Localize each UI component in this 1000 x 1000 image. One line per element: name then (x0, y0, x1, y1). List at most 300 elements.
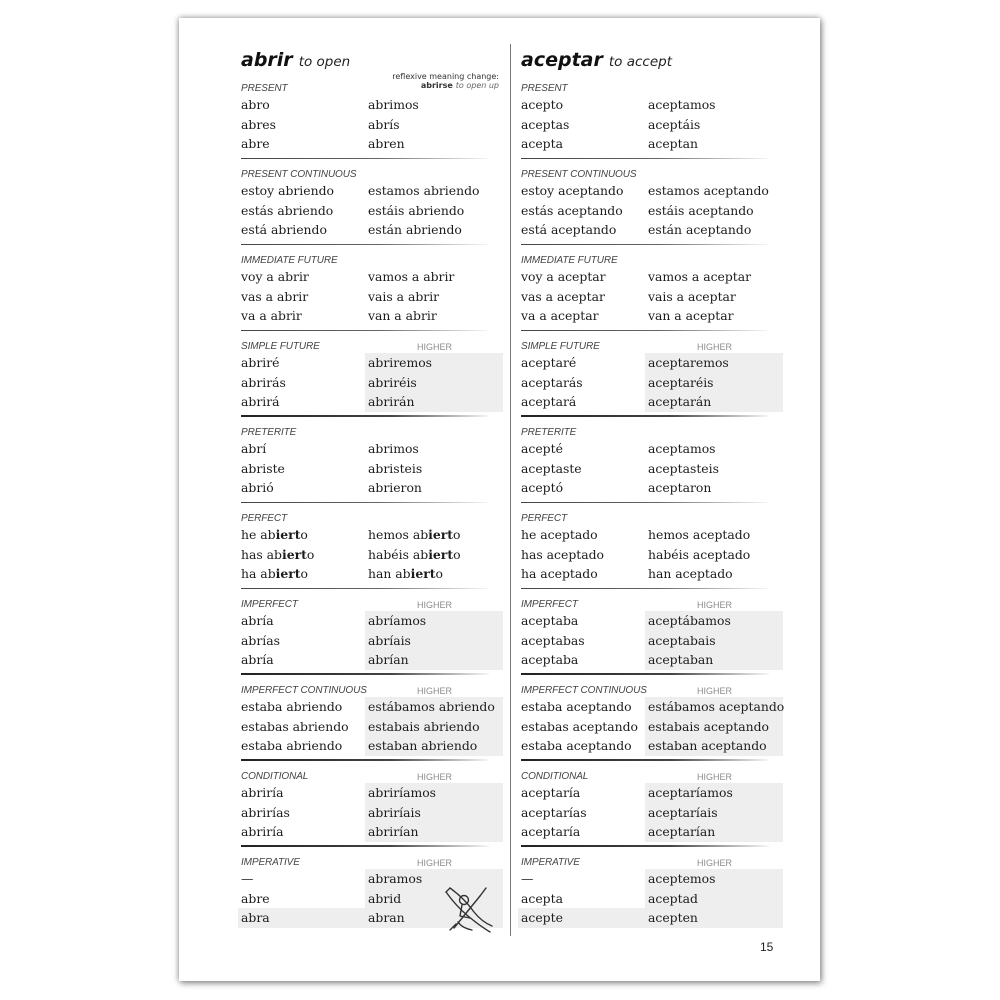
plural-form: aceptamos (648, 441, 716, 456)
singular-form: abriría (241, 824, 284, 839)
plural-form: abriréis (368, 374, 417, 390)
singular-form: aceptaste (521, 460, 582, 476)
conjugation-rows (521, 267, 783, 326)
table-row (521, 267, 783, 287)
singular-form: abres (241, 116, 276, 132)
singular-form: abrirás (241, 374, 286, 390)
singular-form: acepto (521, 97, 564, 112)
form-stem: han ab (368, 566, 411, 581)
table-row (521, 459, 783, 479)
form-stem: has ab (241, 546, 282, 562)
singular-form: estás abriendo (241, 202, 334, 218)
tense-section-imperative (521, 853, 783, 939)
singular-form: aceptarías (521, 804, 587, 820)
table-row (521, 392, 783, 412)
conjugation-rows (521, 95, 783, 154)
section-header (241, 337, 503, 353)
plural-form: abramos (368, 871, 423, 886)
singular-form: abría (241, 652, 274, 667)
form-stem: habéis ab (368, 546, 429, 562)
table-row (521, 95, 783, 115)
table-row (241, 717, 503, 737)
section-divider (241, 588, 489, 589)
section-header (521, 251, 783, 267)
singular-form: abro (241, 97, 270, 112)
section-header (521, 337, 783, 353)
plural-form: abren (368, 136, 405, 151)
section-title: PRETERITE (241, 427, 297, 438)
plural-form: van a abrir (368, 308, 437, 323)
irregular-part: iert (428, 527, 453, 542)
plural-form: aceptabais (648, 632, 716, 648)
plural-form: abrimos (368, 441, 419, 456)
higher-label: HIGHER (697, 686, 733, 696)
singular-form: va a abrir (241, 308, 302, 323)
singular-form: abriste (241, 460, 285, 476)
plural-form: aceptaremos (648, 355, 729, 370)
conjugation-rows (521, 353, 783, 412)
section-header (521, 767, 783, 783)
singular-form: abre (241, 890, 270, 906)
section-title: CONDITIONAL (241, 771, 309, 782)
conjugation-rows (241, 267, 503, 326)
section-divider (241, 158, 489, 159)
singular-form: abriría (241, 785, 284, 800)
section-divider (241, 330, 489, 331)
plural-form: van a aceptar (648, 308, 734, 323)
plural-form: aceptan (648, 136, 698, 151)
section-title: IMPERFECT CONTINUOUS (241, 685, 367, 696)
table-row (241, 287, 503, 307)
plural-form: abrirían (368, 824, 419, 839)
singular-form: abra (241, 910, 270, 925)
plural-form (368, 545, 461, 565)
plural-form: vamos a abrir (368, 269, 455, 284)
tense-section-imperfect (521, 595, 783, 681)
section-title: IMMEDIATE FUTURE (241, 255, 338, 266)
section-divider (241, 244, 489, 245)
table-row (241, 564, 503, 584)
table-row (521, 908, 783, 928)
singular-form: abrirá (241, 394, 280, 409)
plural-form: aceptaríamos (648, 785, 733, 800)
tense-section-conditional (241, 767, 503, 853)
section-header (241, 595, 503, 611)
singular-form: aceptaba (521, 613, 579, 628)
tense-sections (241, 79, 503, 939)
tense-section-imperfect (241, 595, 503, 681)
singular-form (241, 525, 308, 545)
section-divider (521, 673, 769, 675)
tense-section-perfect (241, 509, 503, 595)
column-divider (510, 44, 511, 936)
singular-form: estabas abriendo (241, 718, 349, 734)
table-row (521, 631, 783, 651)
tense-section-present-continuous (521, 165, 783, 251)
verb-infinitive: abrir (241, 49, 293, 71)
plural-form: aceptaríais (648, 804, 718, 820)
singular-form: aceptabas (521, 632, 585, 648)
section-header (521, 509, 783, 525)
higher-label: HIGHER (417, 686, 453, 696)
singular-form: va a aceptar (521, 308, 599, 323)
singular-form: está aceptando (521, 222, 617, 237)
tense-section-immediate-future (241, 251, 503, 337)
plural-form: abrirán (368, 394, 415, 409)
table-row (241, 181, 503, 201)
section-divider (521, 845, 769, 847)
plural-form: abran (368, 910, 405, 925)
form-stem: hemos ab (368, 527, 429, 542)
section-divider (521, 330, 769, 331)
section-divider (521, 759, 769, 761)
plural-form: vais a aceptar (648, 288, 736, 304)
section-title: IMPERFECT (241, 599, 298, 610)
higher-label: HIGHER (417, 342, 453, 352)
plural-form: abrían (368, 652, 409, 667)
table-row (521, 525, 783, 545)
form-ending: o (453, 546, 461, 562)
irregular-part: iert (275, 527, 301, 542)
higher-label: HIGHER (417, 858, 453, 868)
plural-form: están aceptando (648, 222, 752, 237)
section-header (241, 251, 503, 267)
singular-form: aceptaría (521, 824, 581, 839)
table-row (521, 736, 783, 756)
verb-column-abrir (241, 45, 503, 939)
section-divider (241, 673, 489, 675)
higher-label: HIGHER (697, 600, 733, 610)
conjugation-rows (241, 353, 503, 412)
plural-form: estáis aceptando (648, 202, 754, 218)
conjugation-rows (521, 181, 783, 240)
reflexive-label: reflexive meaning change: (392, 72, 499, 81)
table-row (521, 181, 783, 201)
singular-form: estaba abriendo (241, 738, 343, 753)
plural-form: estaban abriendo (368, 738, 478, 753)
plural-form: estáis abriendo (368, 202, 465, 218)
singular-form: has aceptado (521, 546, 605, 562)
table-row (241, 267, 503, 287)
plural-form: están abriendo (368, 222, 462, 237)
tense-section-perfect (521, 509, 783, 595)
section-title: PRETERITE (521, 427, 577, 438)
plural-form: han aceptado (648, 566, 733, 581)
section-header (241, 79, 503, 95)
table-row (521, 650, 783, 670)
table-row (241, 220, 503, 240)
table-row (241, 115, 503, 135)
singular-form: aceptaba (521, 652, 579, 667)
table-row (521, 717, 783, 737)
section-divider (521, 244, 769, 245)
table-row (241, 478, 503, 498)
singular-form: estoy aceptando (521, 183, 624, 198)
table-row (521, 439, 783, 459)
plural-form: estamos abriendo (368, 183, 480, 198)
section-divider (521, 415, 769, 417)
section-title: PRESENT CONTINUOUS (521, 169, 637, 180)
form-ending: o (306, 546, 315, 562)
table-row (521, 611, 783, 631)
form-stem: ha ab (241, 566, 276, 581)
singular-form: está abriendo (241, 222, 327, 237)
singular-form (241, 564, 308, 584)
verb-gloss: to open (298, 54, 351, 70)
section-title: IMPERATIVE (241, 857, 300, 868)
plural-form: estabais aceptando (648, 718, 769, 734)
irregular-part: iert (281, 546, 307, 562)
table-row (521, 803, 783, 823)
section-title: SIMPLE FUTURE (521, 341, 600, 352)
section-header (521, 595, 783, 611)
form-stem: he ab (241, 527, 276, 542)
plural-form: abriríais (368, 804, 421, 820)
irregular-part: iert (410, 566, 436, 581)
plural-form: abrís (368, 116, 400, 132)
singular-form: vas a abrir (241, 288, 309, 304)
plural-form: abrimos (368, 97, 419, 112)
section-title: PRESENT (241, 83, 288, 94)
singular-form: abrió (241, 480, 274, 495)
singular-form: — (241, 871, 254, 886)
table-row (241, 373, 503, 393)
conjugation-rows (521, 697, 783, 756)
section-header (521, 853, 783, 869)
table-row (241, 95, 503, 115)
table-row (241, 392, 503, 412)
conjugation-rows (521, 611, 783, 670)
plural-form: estaban aceptando (648, 738, 767, 753)
table-row (521, 545, 783, 565)
conjugation-rows (241, 525, 503, 584)
table-row (241, 439, 503, 459)
tense-section-present (241, 79, 503, 165)
section-header (521, 165, 783, 181)
singular-form: acepte (521, 910, 563, 925)
table-row (241, 525, 503, 545)
plural-form: abríais (368, 632, 411, 648)
page-number: 15 (760, 940, 774, 954)
section-title: IMPERATIVE (521, 857, 580, 868)
table-row (241, 134, 503, 154)
section-title: IMPERFECT CONTINUOUS (521, 685, 647, 696)
section-header (241, 681, 503, 697)
plural-form: aceptamos (648, 97, 716, 112)
conjugation-rows (521, 439, 783, 498)
plural-form: habéis aceptado (648, 546, 751, 562)
section-header (241, 853, 503, 869)
tense-section-preterite (241, 423, 503, 509)
table-row (241, 783, 503, 803)
singular-form: abría (241, 613, 274, 628)
singular-form (241, 545, 314, 565)
singular-form: aceptas (521, 116, 570, 132)
table-row (241, 545, 503, 565)
section-title: CONDITIONAL (521, 771, 589, 782)
singular-form: aceptarás (521, 374, 583, 390)
section-title: SIMPLE FUTURE (241, 341, 320, 352)
section-divider (521, 502, 769, 503)
table-row (241, 353, 503, 373)
table-row (521, 564, 783, 584)
table-row (521, 697, 783, 717)
table-row (521, 353, 783, 373)
conjugation-rows (241, 783, 503, 842)
plural-form: aceptad (648, 890, 698, 906)
table-row (521, 306, 783, 326)
singular-form: estabas aceptando (521, 718, 639, 734)
conjugation-rows (241, 95, 503, 154)
plural-form: vais a abrir (368, 288, 440, 304)
tense-section-present (521, 79, 783, 165)
table-row (521, 783, 783, 803)
tense-section-imperfect-continuous (241, 681, 503, 767)
singular-form: estoy abriendo (241, 183, 334, 198)
higher-label: HIGHER (697, 858, 733, 868)
section-divider (521, 158, 769, 159)
tense-section-imperfect-continuous (521, 681, 783, 767)
plural-form: abrieron (368, 480, 422, 495)
higher-label: HIGHER (417, 600, 453, 610)
tense-section-preterite (521, 423, 783, 509)
section-header (521, 423, 783, 439)
plural-form: vamos a aceptar (648, 269, 752, 284)
section-title: PRESENT (521, 83, 568, 94)
irregular-part: iert (275, 566, 301, 581)
section-header (241, 165, 503, 181)
section-divider (521, 588, 769, 589)
singular-form: estás aceptando (521, 202, 623, 218)
conjugation-rows (521, 783, 783, 842)
section-header (521, 681, 783, 697)
section-title: PERFECT (241, 513, 287, 524)
irregular-part: iert (428, 546, 454, 562)
table-row (521, 134, 783, 154)
plural-form: abríamos (368, 613, 427, 628)
singular-form: voy a aceptar (521, 269, 606, 284)
conjugation-rows (241, 611, 503, 670)
tense-section-simple-future (521, 337, 783, 423)
table-row (521, 373, 783, 393)
table-row (241, 306, 503, 326)
verb-gloss: to accept (608, 54, 672, 70)
section-title: PRESENT CONTINUOUS (241, 169, 357, 180)
table-row (521, 287, 783, 307)
verb-header (521, 45, 783, 79)
tense-section-simple-future (241, 337, 503, 423)
singular-form: abre (241, 136, 270, 151)
section-divider (241, 415, 489, 417)
plural-form: acepten (648, 910, 698, 925)
singular-form: acepta (521, 890, 563, 906)
table-row (241, 650, 503, 670)
plural-form: aceptasteis (648, 460, 719, 476)
singular-form: aceptará (521, 394, 577, 409)
plural-form: estábamos abriendo (368, 699, 495, 714)
plural-form: abriríamos (368, 785, 437, 800)
reflexive-gloss: to open up (455, 81, 499, 90)
plural-form: aceptarán (648, 394, 712, 409)
singular-form: estaba abriendo (241, 699, 343, 714)
conjugation-rows (241, 181, 503, 240)
tense-section-present-continuous (241, 165, 503, 251)
singular-form: estaba aceptando (521, 738, 632, 753)
singular-form: ha aceptado (521, 566, 598, 581)
form-ending: o (300, 566, 308, 581)
table-row (241, 201, 503, 221)
singular-form: abrirías (241, 804, 290, 820)
table-row (241, 822, 503, 842)
table-row (521, 115, 783, 135)
table-row (521, 478, 783, 498)
tense-section-immediate-future (521, 251, 783, 337)
plural-form: aceptábamos (648, 613, 731, 628)
plural-form: estabais abriendo (368, 718, 480, 734)
singular-form: abrías (241, 632, 280, 648)
singular-form: abriré (241, 355, 280, 370)
section-header (521, 79, 783, 95)
singular-form: he aceptado (521, 527, 598, 542)
plural-form: aceptaban (648, 652, 714, 667)
higher-label: HIGHER (697, 772, 733, 782)
plural-form: abrid (368, 890, 402, 906)
reflexive-verb: abrirse (420, 81, 453, 90)
table-row (241, 697, 503, 717)
plural-form: aceptaréis (648, 374, 714, 390)
tense-sections (521, 79, 783, 939)
plural-form: aceptarían (648, 824, 716, 839)
section-header (241, 509, 503, 525)
table-row (241, 736, 503, 756)
plural-form: abristeis (368, 460, 423, 476)
higher-label: HIGHER (697, 342, 733, 352)
form-ending: o (300, 527, 308, 542)
conjugation-rows (241, 697, 503, 756)
verb-column-aceptar (521, 45, 783, 939)
section-title: PERFECT (521, 513, 567, 524)
plural-form: estábamos aceptando (648, 699, 785, 714)
conjugation-rows (521, 869, 783, 928)
section-divider (241, 502, 489, 503)
form-ending: o (435, 566, 443, 581)
tense-section-conditional (521, 767, 783, 853)
singular-form: acepté (521, 441, 563, 456)
table-row (241, 803, 503, 823)
section-title: IMPERFECT (521, 599, 578, 610)
singular-form: estaba aceptando (521, 699, 632, 714)
table-row (241, 631, 503, 651)
plural-form (368, 525, 460, 545)
singular-form: aceptaré (521, 355, 577, 370)
singular-form: vas a aceptar (521, 288, 605, 304)
kayaker-icon (440, 878, 496, 936)
plural-form: estamos aceptando (648, 183, 769, 198)
singular-form: — (521, 871, 534, 886)
section-divider (241, 759, 489, 761)
table-row (521, 220, 783, 240)
singular-form: voy a abrir (241, 269, 309, 284)
section-title: IMMEDIATE FUTURE (521, 255, 618, 266)
table-row (521, 201, 783, 221)
conjugation-rows (241, 439, 503, 498)
singular-form: aceptaría (521, 785, 581, 800)
section-divider (241, 845, 489, 847)
table-row (241, 459, 503, 479)
singular-form: abrí (241, 441, 267, 456)
higher-label: HIGHER (417, 772, 453, 782)
table-row (521, 889, 783, 909)
